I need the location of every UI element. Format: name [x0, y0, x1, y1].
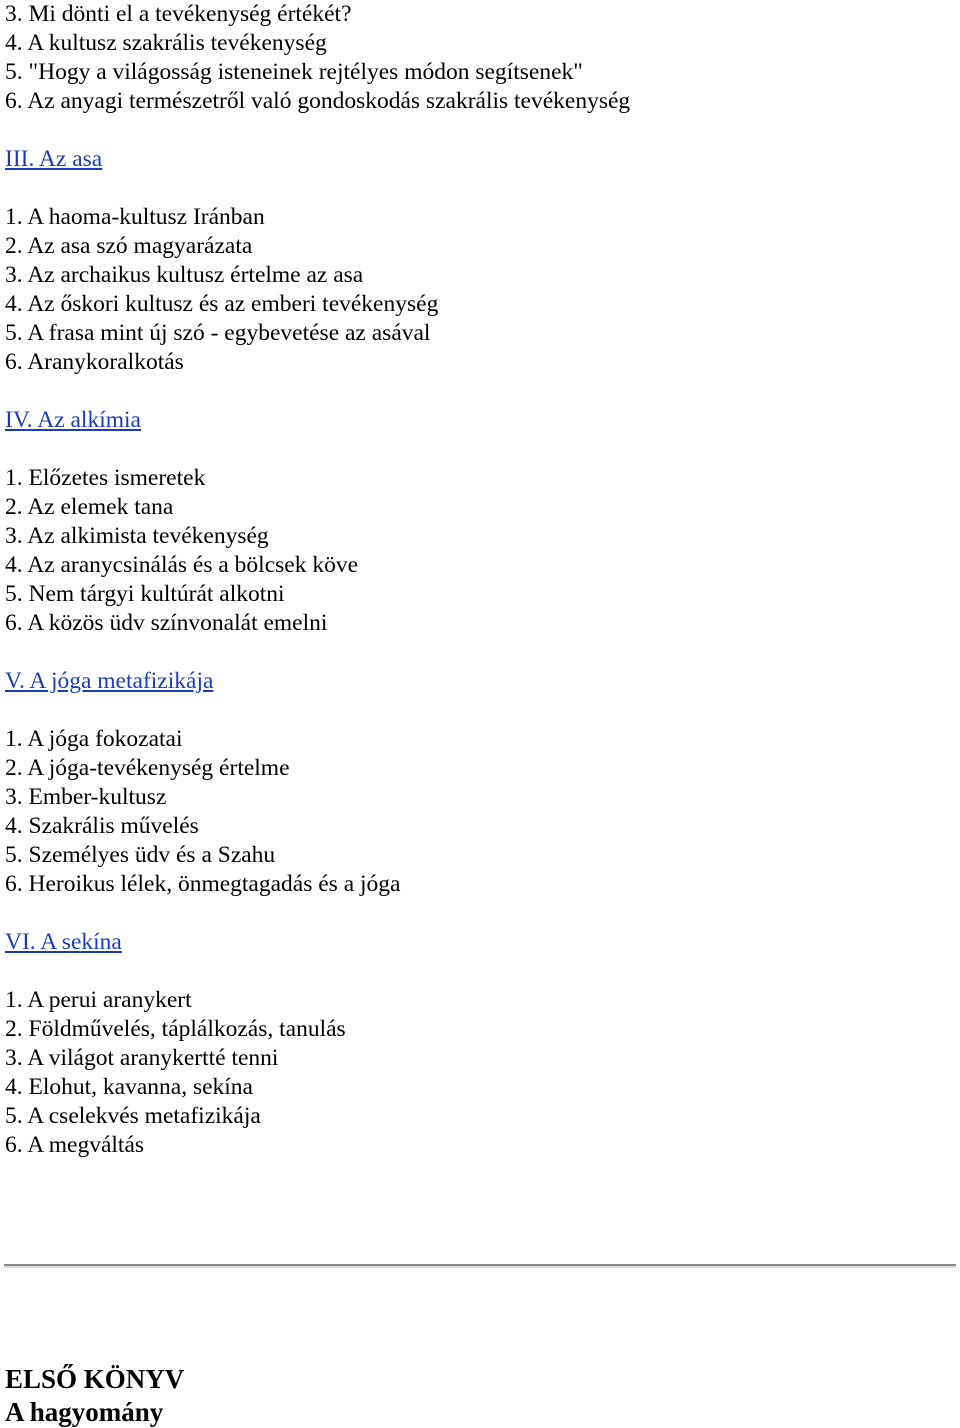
list-item: 6. Heroikus lélek, önmegtagadás és a jóga — [5, 871, 401, 897]
list-item: 2. Földművelés, táplálkozás, tanulás — [5, 1016, 346, 1042]
spacer — [5, 638, 955, 667]
list-item: 6. A megváltás — [5, 1132, 145, 1158]
list-item: 1. A perui aranykert — [5, 987, 192, 1013]
list-item: 3. Az archaikus kultusz értelme az asa — [5, 262, 364, 288]
list-item: 6. A közös üdv színvonalát emelni — [5, 610, 328, 636]
list-item: 5. A frasa mint új szó - egybevetése az asával — [5, 320, 431, 346]
list-item: 1. A haoma-kultusz Iránban — [5, 204, 265, 230]
spacer — [5, 435, 955, 464]
section-link-v[interactable]: V. A jóga metafizikája — [5, 668, 214, 694]
section-iv — [5, 406, 955, 638]
section-link-iv[interactable]: IV. Az alkímia — [5, 407, 141, 433]
list-item: 4. Az aranycsinálás és a bölcsek köve — [5, 552, 359, 578]
section-v — [5, 667, 955, 899]
horizontal-rule — [4, 1264, 956, 1268]
list-item: 4. Elohut, kavanna, sekína — [5, 1074, 253, 1100]
list-item: 2. A jóga-tevékenység értelme — [5, 755, 290, 781]
list-item: 2. Az elemek tana — [5, 494, 174, 520]
spacer — [5, 899, 955, 928]
list-item: 1. A jóga fokozatai — [5, 726, 183, 752]
list-item: 5. A cselekvés metafizikája — [5, 1103, 261, 1129]
spacer — [5, 696, 955, 725]
list-item: 4. Szakrális művelés — [5, 813, 199, 839]
list-item: 3. Mi dönti el a tevékenység értékét? — [5, 1, 352, 27]
list-item: 5. "Hogy a világosság isteneinek rejtélyes módon segítsenek" — [5, 59, 583, 85]
spacer — [5, 957, 955, 986]
intro-list — [5, 0, 955, 116]
book-subtitle: A hagyomány — [5, 1397, 164, 1427]
list-item: 2. Az asa szó magyarázata — [5, 233, 253, 259]
section-link-vi[interactable]: VI. A sekína — [5, 929, 122, 955]
section-vi — [5, 928, 955, 1160]
section-link-iii[interactable]: III. Az asa — [5, 146, 103, 172]
book-title: ELSŐ KÖNYV — [5, 1364, 185, 1394]
list-item: 4. Az őskori kultusz és az emberi tevékenység — [5, 291, 439, 317]
list-item: 6. Aranykoralkotás — [5, 349, 184, 375]
section-iii — [5, 145, 955, 377]
list-item: 3. A világot aranykertté tenni — [5, 1045, 279, 1071]
list-item: 5. Személyes üdv és a Szahu — [5, 842, 276, 868]
list-item: 3. Ember-kultusz — [5, 784, 167, 810]
table-of-contents — [5, 0, 955, 1160]
list-item: 1. Előzetes ismeretek — [5, 465, 206, 491]
spacer — [5, 116, 955, 145]
spacer — [5, 174, 955, 203]
spacer — [5, 377, 955, 406]
list-item: 3. Az alkimista tevékenység — [5, 523, 269, 549]
list-item: 6. Az anyagi természetről való gondoskodás szakrális tevékenység — [5, 88, 631, 114]
list-item: 4. A kultusz szakrális tevékenység — [5, 30, 327, 56]
list-item: 5. Nem tárgyi kultúrát alkotni — [5, 581, 285, 607]
